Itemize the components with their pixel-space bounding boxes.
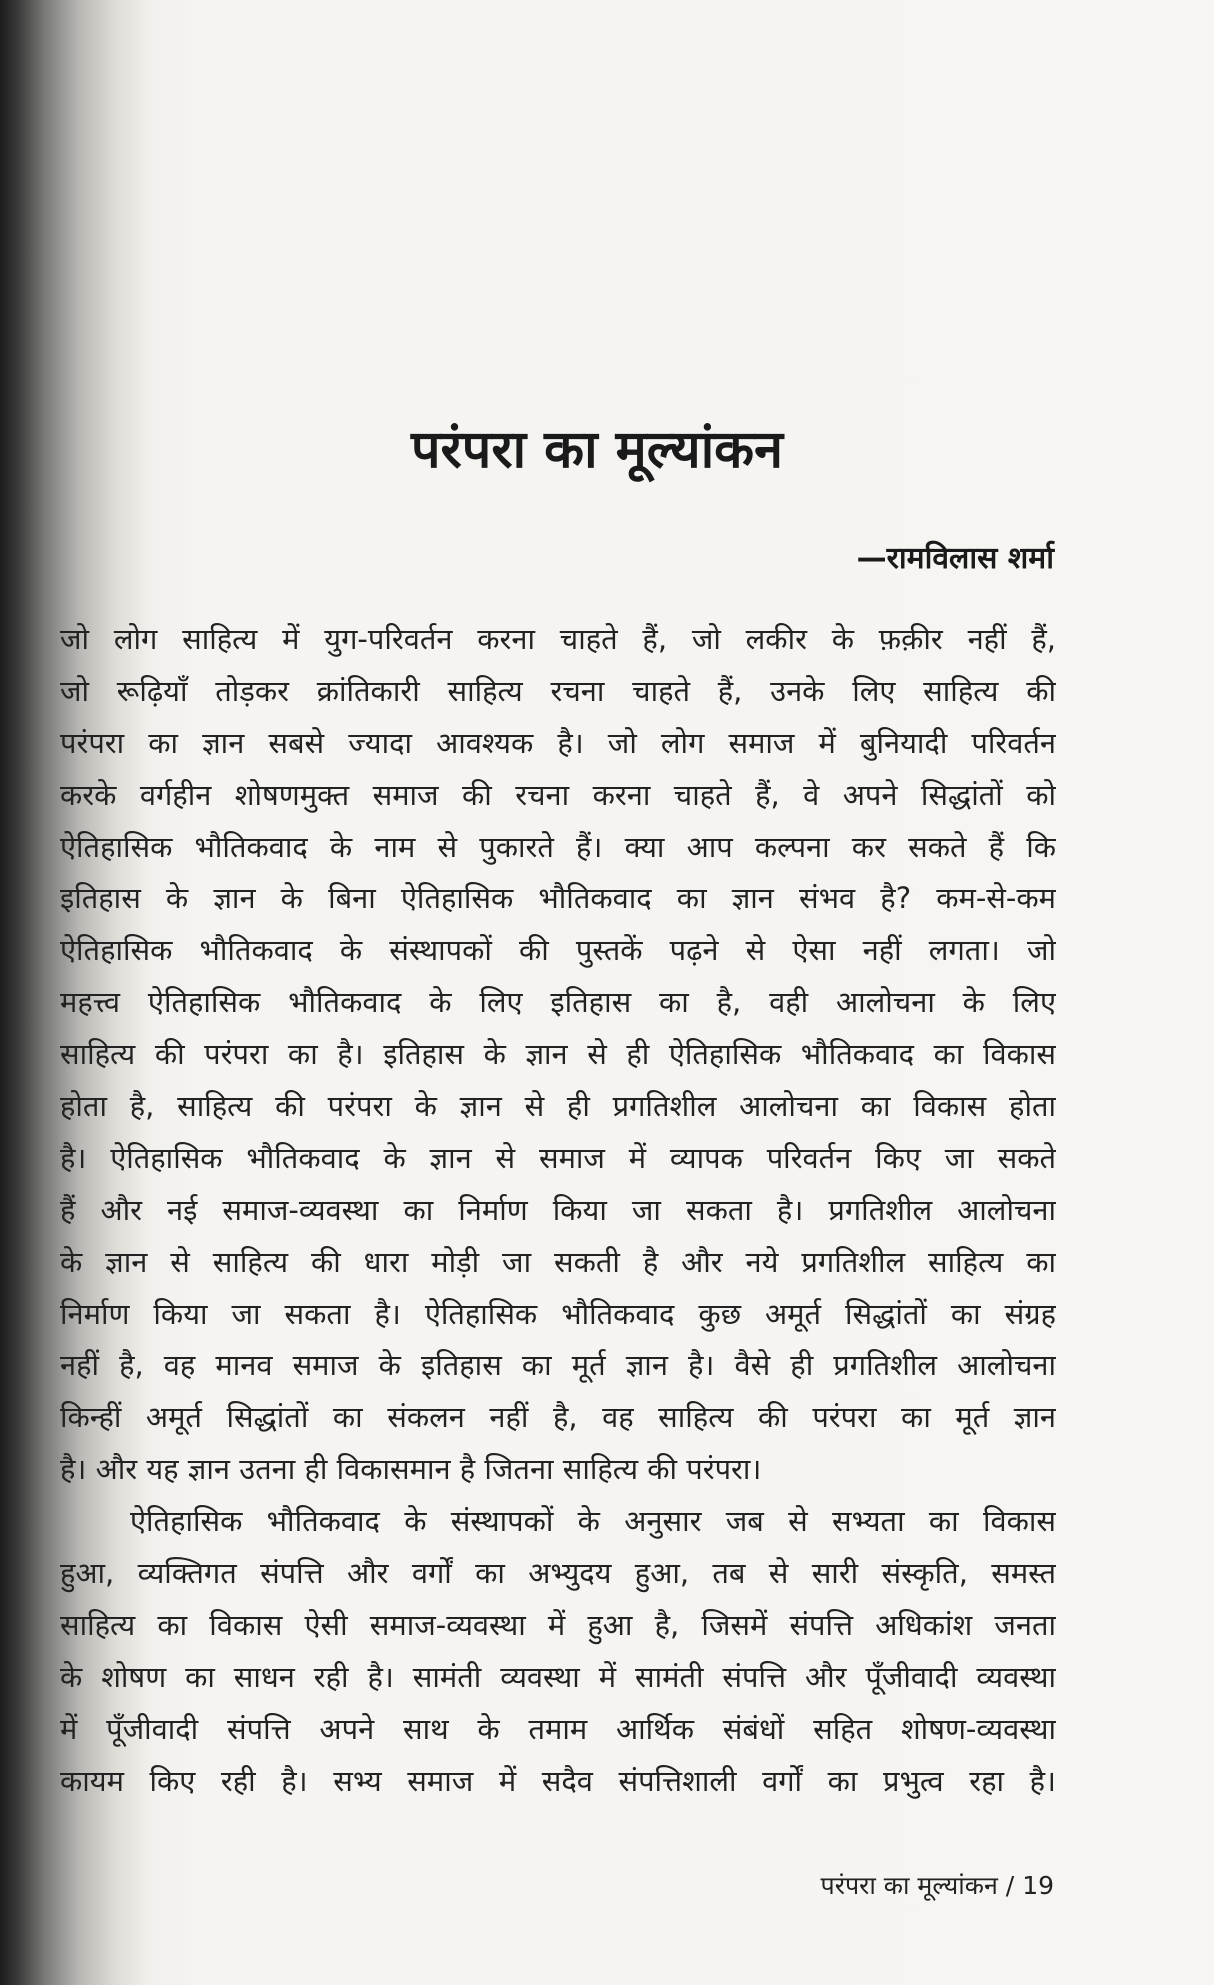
text-line: होता है, साहित्य की परंपरा के ज्ञान से ही प्रगतिशील आलोचना का विकास होता xyxy=(60,1089,1056,1124)
text-line: के ज्ञान से साहित्य की धारा मोड़ी जा सकती है और नये प्रगतिशील साहित्य का xyxy=(60,1244,1056,1279)
text-line: साहित्य की परंपरा का है। इतिहास के ज्ञान से ही ऐतिहासिक भौतिकवाद का विकास xyxy=(60,1037,1056,1072)
text-line: जो लोग साहित्य में युग-परिवर्तन करना चाहते हैं, जो लकीर के फ़क़ीर नहीं हैं, xyxy=(60,622,1056,656)
text-line: निर्माण किया जा सकता है। ऐतिहासिक भौतिकवाद कुछ अमूर्त सिद्धांतों का संग्रह xyxy=(60,1296,1056,1331)
chapter-title: परंपरा का मूल्यांकन xyxy=(411,420,783,480)
text-line: ऐतिहासिक भौतिकवाद के संस्थापकों के अनुसार जब से सभ्यता का विकास xyxy=(130,1504,1056,1539)
text-line: ऐतिहासिक भौतिकवाद के संस्थापकों की पुस्तकें पढ़ने से ऐसा नहीं लगता। जो xyxy=(60,933,1056,968)
text-line: महत्त्व ऐतिहासिक भौतिकवाद के लिए इतिहास का है, वही आलोचना के लिए xyxy=(60,985,1056,1020)
text-line: ऐतिहासिक भौतिकवाद के नाम से पुकारते हैं। क्या आप कल्पना कर सकते हैं कि xyxy=(60,829,1056,864)
text-line: इतिहास के ज्ञान के बिना ऐतिहासिक भौतिकवाद का ज्ञान संभव है? कम-से-कम xyxy=(60,881,1056,916)
author-name: —रामविलास शर्मा xyxy=(856,541,1054,576)
footer-separator: / xyxy=(997,1871,1023,1900)
text-line: के शोषण का साधन रही है। सामंती व्यवस्था में सामंती संपत्ति और पूँजीवादी व्यवस्था xyxy=(60,1659,1056,1694)
paragraph-1 xyxy=(60,614,1056,1496)
text-line: परंपरा का ज्ञान सबसे ज्यादा आवश्यक है। जो लोग समाज में बुनियादी परिवर्तन xyxy=(60,725,1056,760)
text-line: है। और यह ज्ञान उतना ही विकासमान है जितना साहित्य की परंपरा। xyxy=(60,1452,762,1487)
text-line: नहीं है, वह मानव समाज के इतिहास का मूर्त ज्ञान है। वैसे ही प्रगतिशील आलोचना xyxy=(60,1348,1056,1383)
body-text xyxy=(60,614,1056,1807)
page-number: 19 xyxy=(1022,1871,1054,1900)
running-title: परंपरा का मूल्यांकन xyxy=(820,1871,998,1900)
paragraph-2 xyxy=(60,1496,1056,1807)
text-line: है। ऐतिहासिक भौतिकवाद के ज्ञान से समाज में व्यापक परिवर्तन किए जा सकते xyxy=(60,1140,1056,1175)
text-line: करके वर्गहीन शोषणमुक्त समाज की रचना करना चाहते हैं, वे अपने सिद्धांतों को xyxy=(60,777,1056,812)
page-footer xyxy=(821,1868,1054,1902)
text-line: कायम किए रही है। सभ्य समाज में सदैव संपत्तिशाली वर्गों का प्रभुत्व रहा है। xyxy=(60,1763,1056,1798)
text-line: साहित्य का विकास ऐसी समाज-व्यवस्था में हुआ है, जिसमें संपत्ति अधिकांश जनता xyxy=(60,1607,1056,1642)
text-line: किन्हीं अमूर्त सिद्धांतों का संकलन नहीं है, वह साहित्य की परंपरा का मूर्त ज्ञान xyxy=(60,1400,1056,1435)
text-line: हैं और नई समाज-व्यवस्था का निर्माण किया जा सकता है। प्रगतिशील आलोचना xyxy=(60,1192,1056,1227)
text-line: हुआ, व्यक्तिगत संपत्ति और वर्गों का अभ्युदय हुआ, तब से सारी संस्कृति, समस्त xyxy=(60,1556,1056,1591)
text-line: जो रूढ़ियाँ तोड़कर क्रांतिकारी साहित्य रचना चाहते हैं, उनके लिए साहित्य की xyxy=(60,673,1056,708)
text-line: में पूँजीवादी संपत्ति अपने साथ के तमाम आर्थिक संबंधों सहित शोषण-व्यवस्था xyxy=(60,1711,1056,1746)
